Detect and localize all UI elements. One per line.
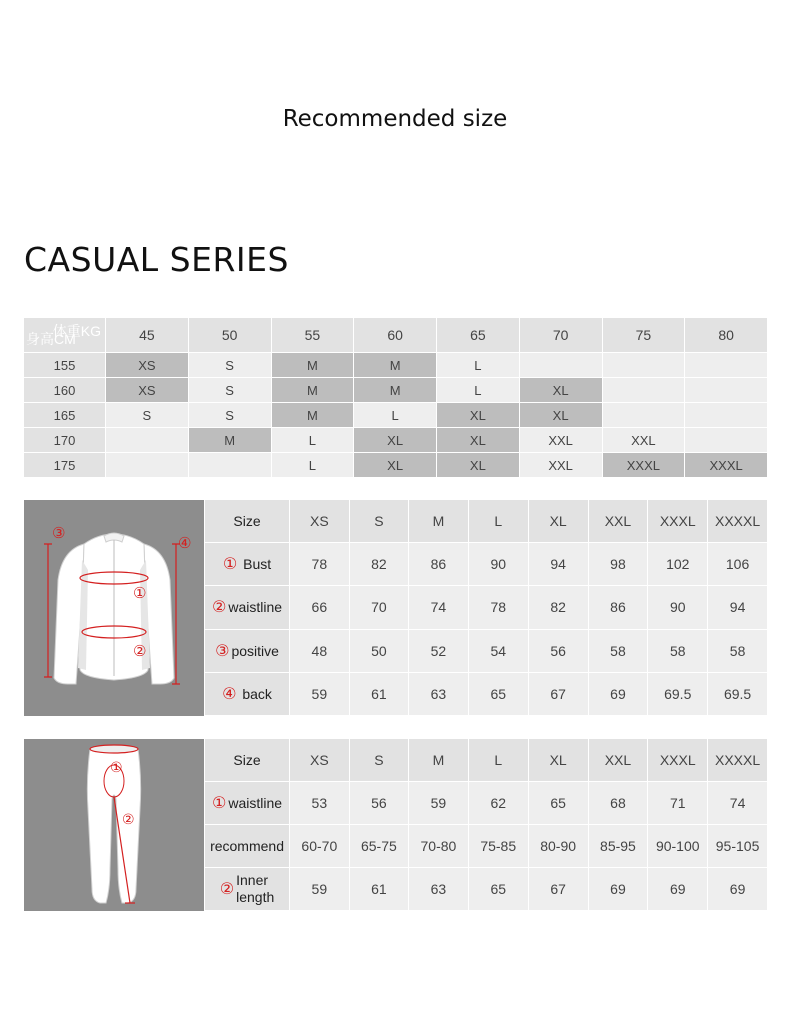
size-column-header: S xyxy=(350,739,410,782)
measure-label-cell xyxy=(205,586,290,629)
size-column-header: L xyxy=(469,500,529,543)
size-cell: L xyxy=(272,453,355,478)
measure-value: 78 xyxy=(290,543,350,586)
jersey-back-row xyxy=(205,673,768,716)
measure-value: 59 xyxy=(409,782,469,825)
height-cell: 165 xyxy=(24,403,106,428)
back-marker: ④ xyxy=(222,685,237,703)
size-cell: XL xyxy=(437,403,520,428)
measure-label-cell xyxy=(205,630,290,673)
height-cell: 170 xyxy=(24,428,106,453)
size-cell xyxy=(685,428,768,453)
measure-value: 98 xyxy=(589,543,649,586)
measure-label-cell xyxy=(205,868,290,911)
measure-value: 75-85 xyxy=(469,825,529,868)
measure-value: 85-95 xyxy=(589,825,649,868)
size-column-header: XXXL xyxy=(648,739,708,782)
inner-length-label xyxy=(236,872,274,906)
size-cell xyxy=(685,378,768,403)
size-column-header: XXXL xyxy=(648,500,708,543)
height-cell: 155 xyxy=(24,353,106,378)
measure-value: 74 xyxy=(409,586,469,629)
size-cell xyxy=(106,453,189,478)
jersey-figure-panel xyxy=(24,500,204,716)
measure-value: 67 xyxy=(529,673,589,716)
measure-value: 48 xyxy=(290,630,350,673)
measure-value: 54 xyxy=(469,630,529,673)
size-cell: M xyxy=(354,378,437,403)
measure-value: 78 xyxy=(469,586,529,629)
measure-value: 53 xyxy=(290,782,350,825)
size-cell: S xyxy=(189,378,272,403)
measure-value: 67 xyxy=(529,868,589,911)
weight-header: 65 xyxy=(437,318,520,353)
jersey-bust-row xyxy=(205,543,768,586)
size-cell: XL xyxy=(354,428,437,453)
matrix-corner-cell xyxy=(24,318,106,353)
measure-value: 90-100 xyxy=(648,825,708,868)
jersey-marker: ④ xyxy=(178,535,192,552)
inner-length-label-line1: Inner xyxy=(236,872,269,888)
pants-waistline-row xyxy=(205,782,768,825)
size-column-header: M xyxy=(409,739,469,782)
size-cell: L xyxy=(272,428,355,453)
measure-value: 102 xyxy=(648,543,708,586)
measure-label-cell xyxy=(205,673,290,716)
size-cell xyxy=(603,403,686,428)
back-label: back xyxy=(242,685,272,702)
page-title: Recommended size xyxy=(282,106,508,132)
pants-header-row xyxy=(205,739,768,782)
measure-value: 61 xyxy=(350,673,410,716)
size-cell: M xyxy=(354,353,437,378)
weight-header: 50 xyxy=(189,318,272,353)
size-column-header: XXL xyxy=(589,500,649,543)
weight-axis-label: 体重KG xyxy=(52,323,101,339)
size-cell: XXL xyxy=(520,428,603,453)
measure-value: 94 xyxy=(529,543,589,586)
measure-value: 58 xyxy=(648,630,708,673)
measure-value: 62 xyxy=(469,782,529,825)
size-cell xyxy=(603,378,686,403)
waistline-label: waistline xyxy=(228,795,283,811)
bust-marker: ① xyxy=(222,556,238,574)
inner-length-marker: ② xyxy=(219,881,235,898)
pants-recommend-row xyxy=(205,825,768,868)
size-cell: M xyxy=(272,378,355,403)
waistline-marker: ① xyxy=(212,795,227,812)
size-cell: XL xyxy=(520,378,603,403)
size-header-label: Size xyxy=(205,739,290,782)
size-cell xyxy=(520,353,603,378)
measure-value: 74 xyxy=(708,782,768,825)
measure-value: 69 xyxy=(648,868,708,911)
size-column-header: L xyxy=(469,739,529,782)
size-column-header: S xyxy=(350,500,410,543)
measure-value: 61 xyxy=(350,868,410,911)
size-cell: XXXL xyxy=(603,453,686,478)
pants-marker: ② xyxy=(122,811,135,827)
jersey-header-row xyxy=(205,500,768,543)
size-column-header: XL xyxy=(529,500,589,543)
measure-value: 70-80 xyxy=(409,825,469,868)
measure-value: 69.5 xyxy=(708,673,768,716)
height-cell: 175 xyxy=(24,453,106,478)
size-header-label: Size xyxy=(205,500,290,543)
jersey-positive-row xyxy=(205,630,768,673)
weight-header: 70 xyxy=(520,318,603,353)
measure-value: 60-70 xyxy=(290,825,350,868)
size-cell xyxy=(685,403,768,428)
size-column-header: M xyxy=(409,500,469,543)
size-cell: XXXL xyxy=(685,453,768,478)
size-column-header: XXXXL xyxy=(708,739,768,782)
size-column-header: XS xyxy=(290,500,350,543)
size-cell: XS xyxy=(106,378,189,403)
pants-inner-length-row xyxy=(205,868,768,911)
bust-label: Bust xyxy=(243,556,272,573)
measure-value: 65-75 xyxy=(350,825,410,868)
matrix-header-row xyxy=(24,318,768,353)
inner-length-label-line2: length xyxy=(236,889,275,905)
measure-value: 86 xyxy=(589,586,649,629)
size-cell: XL xyxy=(520,403,603,428)
size-matrix-table xyxy=(24,318,768,478)
pants-figure-panel xyxy=(24,739,204,911)
measure-value: 70 xyxy=(350,586,410,629)
jersey-waistline-row xyxy=(205,586,768,629)
measure-value: 63 xyxy=(409,673,469,716)
measure-value: 106 xyxy=(708,543,768,586)
measure-value: 56 xyxy=(529,630,589,673)
jersey-size-table xyxy=(205,500,768,716)
size-cell: XS xyxy=(106,353,189,378)
measure-label-cell xyxy=(205,543,290,586)
matrix-row xyxy=(24,453,768,478)
measure-value: 94 xyxy=(708,586,768,629)
pants-marker: ① xyxy=(110,759,123,775)
size-cell: M xyxy=(272,403,355,428)
measure-value: 65 xyxy=(469,673,529,716)
size-column-header: XXXXL xyxy=(708,500,768,543)
size-cell: XL xyxy=(437,428,520,453)
weight-header: 55 xyxy=(272,318,355,353)
size-column-header: XL xyxy=(529,739,589,782)
measure-value: 95-105 xyxy=(708,825,768,868)
size-cell xyxy=(189,453,272,478)
measure-value: 66 xyxy=(290,586,350,629)
size-cell: XXL xyxy=(520,453,603,478)
measure-value: 69 xyxy=(589,673,649,716)
matrix-row xyxy=(24,428,768,453)
size-cell: M xyxy=(189,428,272,453)
pants-size-table xyxy=(205,739,768,911)
size-cell: M xyxy=(272,353,355,378)
measure-value: 69 xyxy=(708,868,768,911)
waistline-label: waistline xyxy=(228,599,283,616)
size-cell: S xyxy=(106,403,189,428)
size-column-header: XXL xyxy=(589,739,649,782)
size-cell xyxy=(603,353,686,378)
positive-marker: ③ xyxy=(215,642,230,660)
height-axis-label: 身高CM xyxy=(26,331,76,347)
jersey-marker: ② xyxy=(133,643,147,660)
measure-value: 65 xyxy=(469,868,529,911)
measure-value: 59 xyxy=(290,868,350,911)
size-cell: XL xyxy=(354,453,437,478)
size-cell xyxy=(685,353,768,378)
measure-value: 86 xyxy=(409,543,469,586)
jersey-marker: ③ xyxy=(52,525,66,542)
measure-value: 56 xyxy=(350,782,410,825)
weight-header: 45 xyxy=(106,318,189,353)
size-cell xyxy=(106,428,189,453)
measure-value: 68 xyxy=(589,782,649,825)
measure-value: 90 xyxy=(648,586,708,629)
size-cell: S xyxy=(189,403,272,428)
measure-value: 69 xyxy=(589,868,649,911)
measure-value: 71 xyxy=(648,782,708,825)
size-cell: L xyxy=(437,353,520,378)
weight-header: 75 xyxy=(603,318,686,353)
matrix-row xyxy=(24,353,768,378)
matrix-row xyxy=(24,403,768,428)
measure-value: 58 xyxy=(708,630,768,673)
measure-value: 69.5 xyxy=(648,673,708,716)
measure-value: 50 xyxy=(350,630,410,673)
measure-value: 63 xyxy=(409,868,469,911)
series-title: CASUAL SERIES xyxy=(24,240,289,279)
size-cell: L xyxy=(437,378,520,403)
measure-value: 58 xyxy=(589,630,649,673)
measure-value: 52 xyxy=(409,630,469,673)
size-column-header: XS xyxy=(290,739,350,782)
measure-value: 82 xyxy=(529,586,589,629)
size-cell: S xyxy=(189,353,272,378)
positive-label: positive xyxy=(231,642,279,659)
measure-label-cell xyxy=(205,782,290,825)
measure-value: 90 xyxy=(469,543,529,586)
measure-value: 65 xyxy=(529,782,589,825)
jersey-illustration xyxy=(24,500,204,716)
waistline-marker: ② xyxy=(212,599,227,617)
measure-value: 82 xyxy=(350,543,410,586)
size-cell: XL xyxy=(437,453,520,478)
weight-header: 80 xyxy=(685,318,768,353)
recommend-label: recommend xyxy=(205,825,290,868)
measure-value: 59 xyxy=(290,673,350,716)
height-cell: 160 xyxy=(24,378,106,403)
size-cell: L xyxy=(354,403,437,428)
size-cell: XXL xyxy=(603,428,686,453)
measure-value: 80-90 xyxy=(529,825,589,868)
matrix-row xyxy=(24,378,768,403)
weight-header: 60 xyxy=(354,318,437,353)
jersey-marker: ① xyxy=(133,585,147,602)
